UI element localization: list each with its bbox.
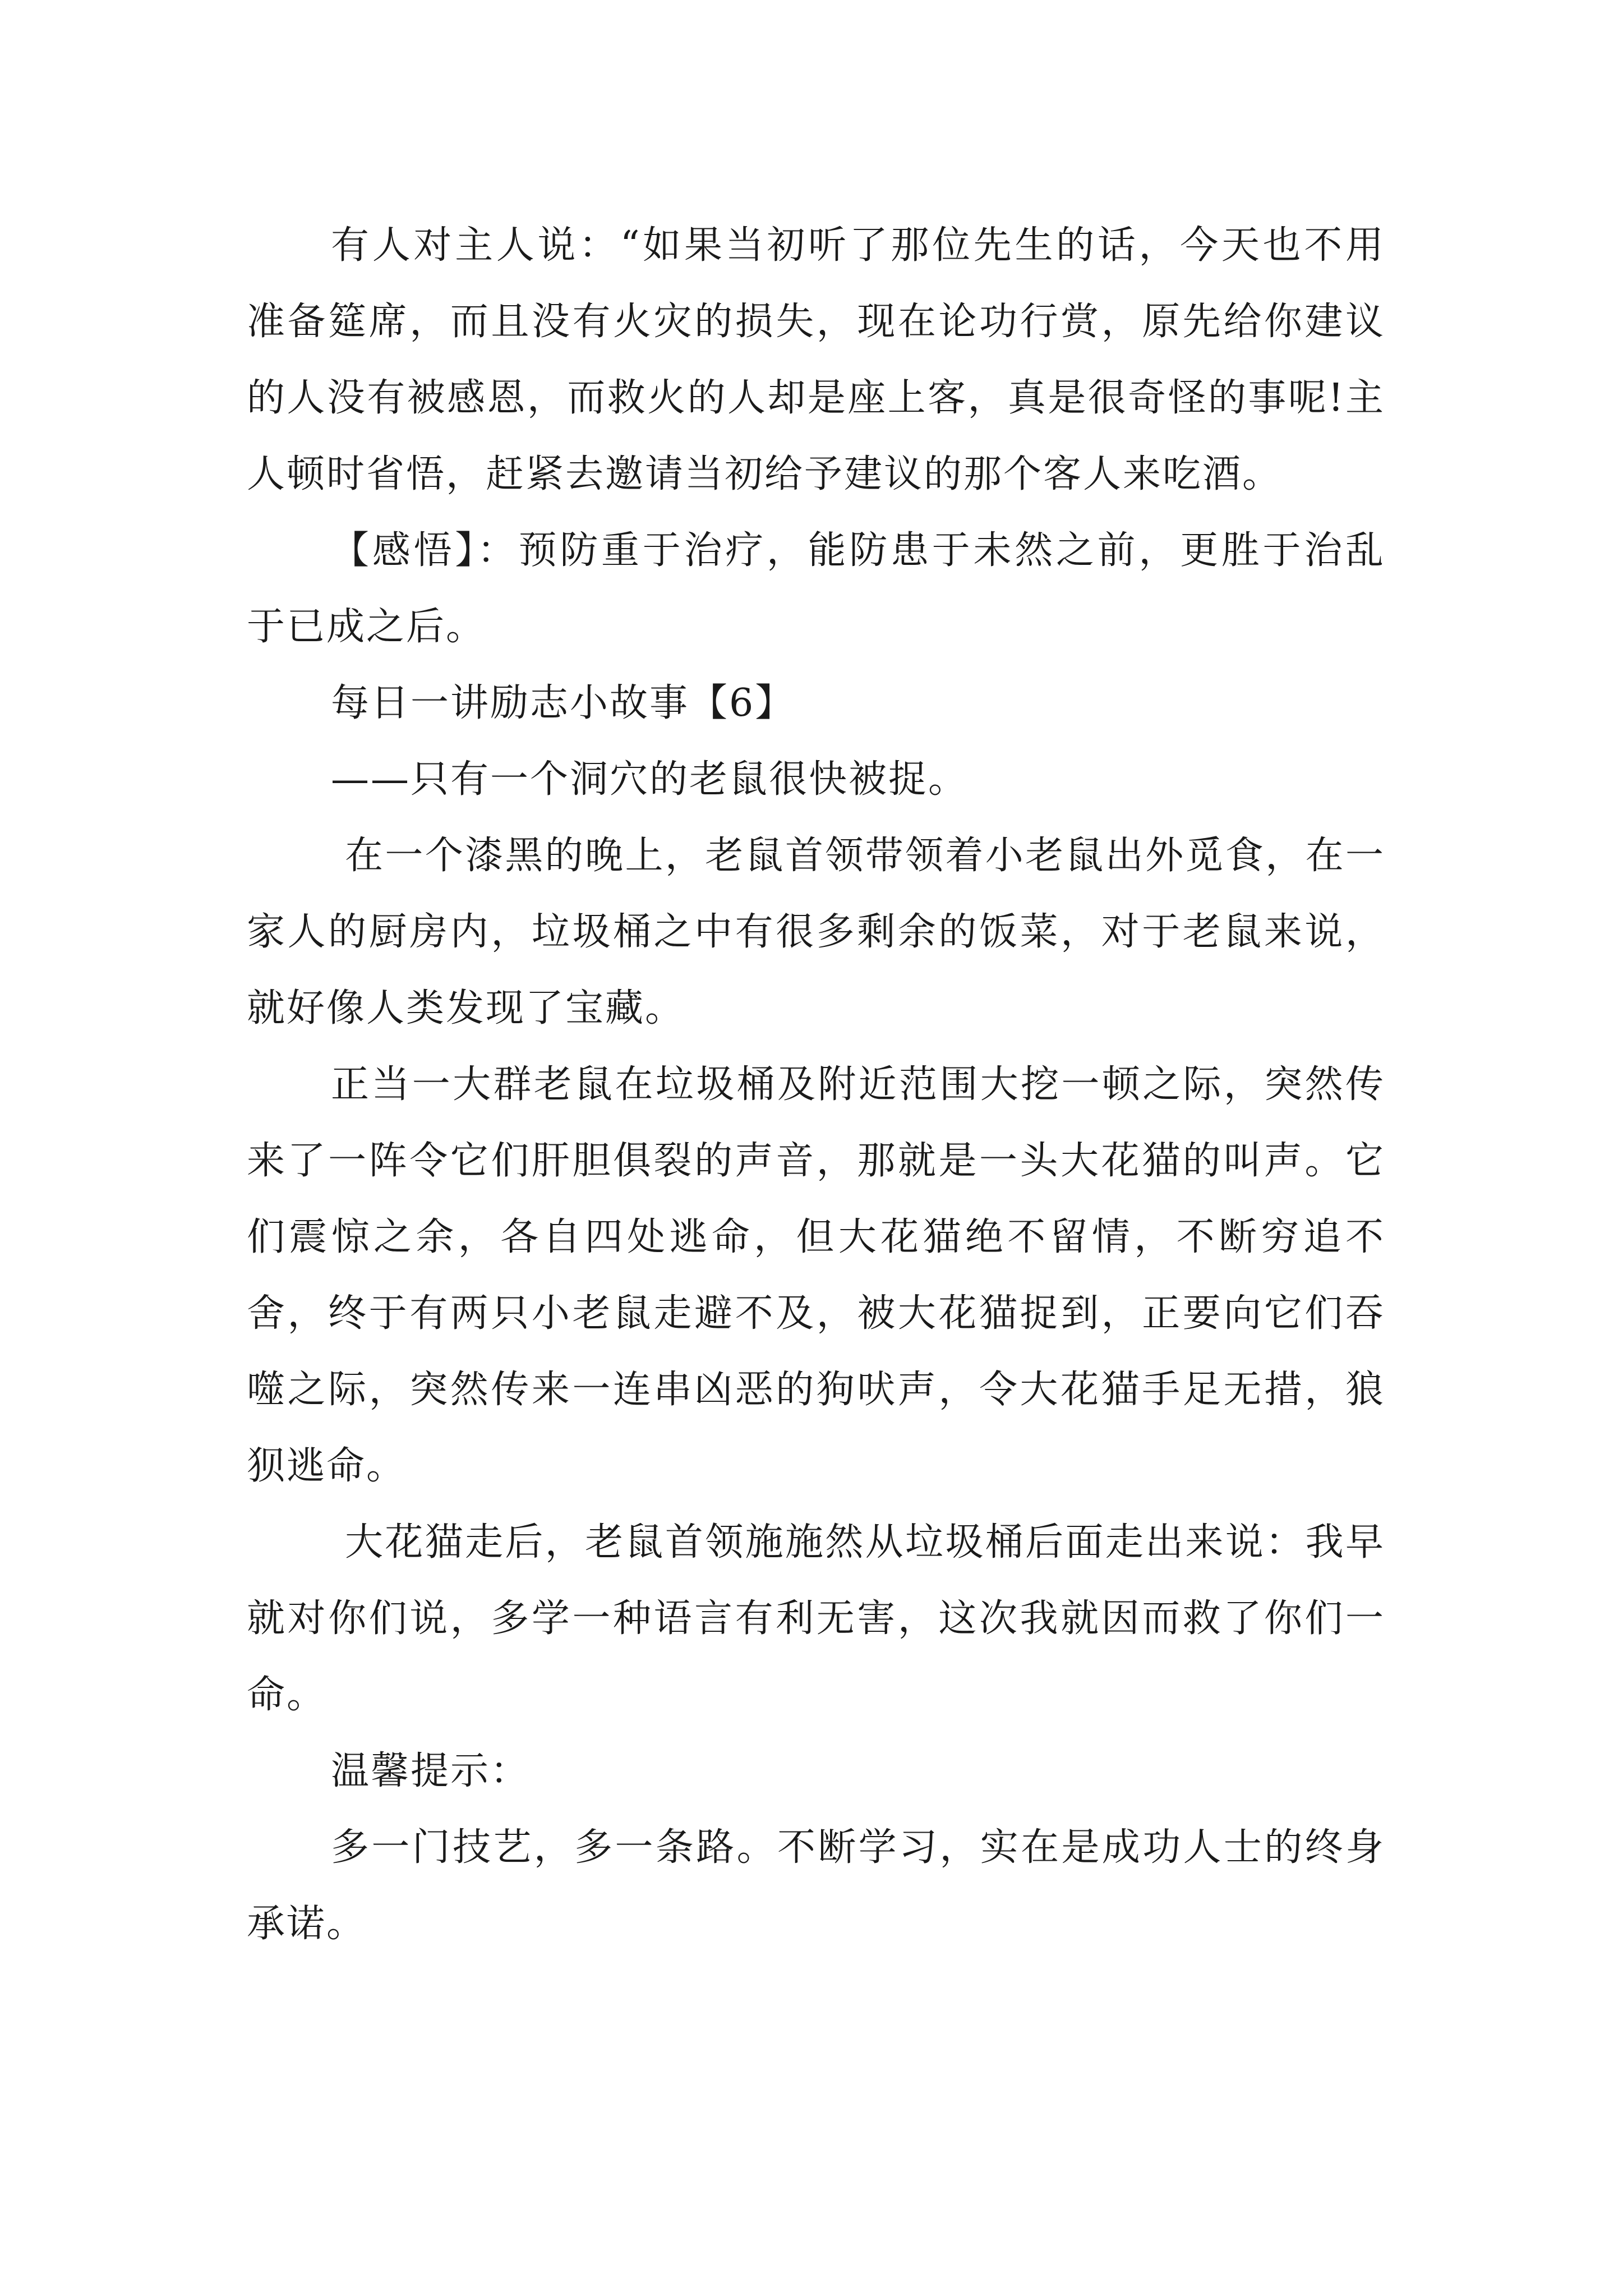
paragraph-story-cat: 正当一大群老鼠在垃圾桶及附近范围大挖一顿之际，突然传来了一阵令它们肝胆俱裂的声音，那就是一头大花猫的叫声。它们震惊之余，各自四处逃命，但大花猫绝不留情，不断穷追不舍，终于有两只小老鼠走避不及，被大花猫捉到，正要向它们吞噬之际，突然传来一连串凶恶的狗吠声，令大花猫手足无措，狼狈逃命。 <box>247 1062 1385 1488</box>
paragraph-story-intro: 在一个漆黑的晚上，老鼠首领带领着小老鼠出外觅食，在一家人的厨房内，垃圾桶之中有很多剩余的饭菜，对于老鼠来说，就好像人类发现了宝藏。 <box>247 834 1385 1030</box>
document-body <box>247 208 1385 1962</box>
paragraph-insight: 【感悟】：预防重于治疗，能防患于未然之前，更胜于治乱于已成之后。 <box>247 528 1385 649</box>
section-heading: 每日一讲励志小故事【6】 <box>331 681 795 725</box>
tip-text: 多一门技艺，多一条路。不断学习，实在是成功人士的终身承诺。 <box>247 1825 1385 1946</box>
section-subtitle: ——只有一个洞穴的老鼠很快被捉。 <box>331 757 969 802</box>
paragraph-story-end: 大花猫走后，老鼠首领施施然从垃圾桶后面走出来说：我早就对你们说，多学一种语言有利无害，这次我就因而救了你们一命。 <box>247 1520 1385 1717</box>
paragraph-dialogue: 有人对主人说：“如果当初听了那位先生的话，今天也不用准备筵席，而且没有火灾的损失，现在论功行赏，原先给你建议的人没有被感恩，而救火的人却是座上客，真是很奇怪的事呢!主人顿时省悟，赶紧去邀请当初给予建议的那个客人来吃酒。 <box>247 223 1385 496</box>
tip-heading: 温馨提示： <box>331 1749 531 1793</box>
